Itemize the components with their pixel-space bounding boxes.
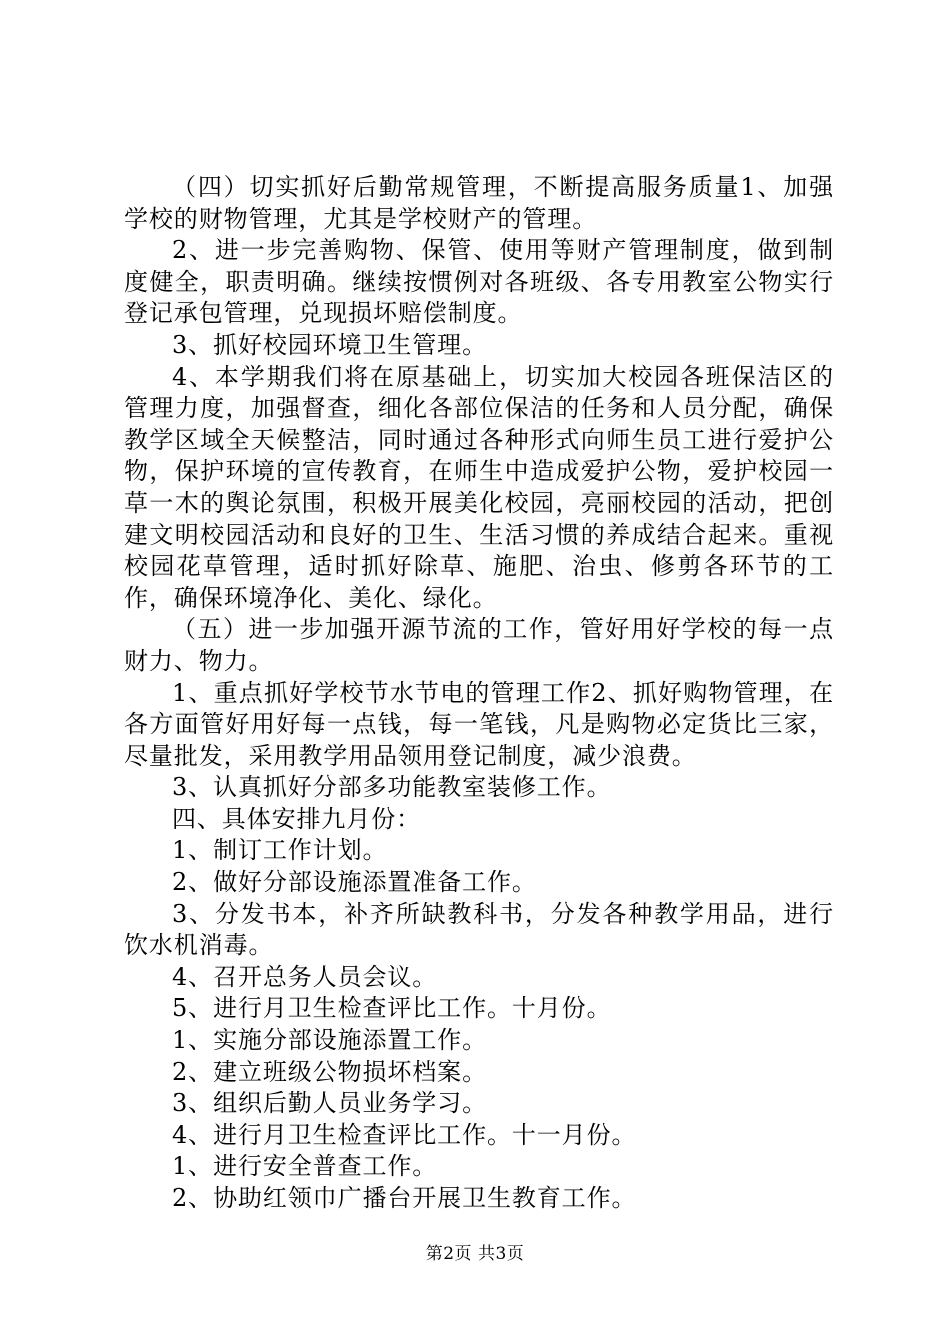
paragraph: 1、制订工作计划。 [172, 836, 388, 865]
document-body [124, 172, 834, 1215]
page-number-footer: 第2页 共3页 [425, 1244, 525, 1264]
paragraph: 1、重点抓好学校节水节电的管理工作2、抓好购物管理，在各方面管好用好每一点钱，每一笔钱，凡是购物必定货比三家，尽量批发，采用教学用品领用登记制度，减少浪费。 [124, 678, 834, 770]
paragraph: 2、进一步完善购物、保管、使用等财产管理制度，做到制度健全，职责明确。继续按惯例对各班级、各专用教室公物实行登记承包管理，兑现损坏赔偿制度。 [124, 236, 834, 328]
paragraph: 4、进行月卫生检查评比工作。十一月份。 [172, 1120, 637, 1149]
paragraph-schedule-heading: 四、具体安排九月份： [172, 804, 421, 833]
paragraph: 1、实施分部设施添置工作。 [172, 1026, 487, 1055]
paragraph: 2、协助红领巾广播台开展卫生教育工作。 [172, 1184, 637, 1212]
paragraph: 1、进行安全普查工作。 [172, 1152, 438, 1181]
paragraph: 4、召开总务人员会议。 [172, 962, 438, 991]
paragraph: 4、本学期我们将在原基础上，切实加大校园各班保洁区的管理力度，加强督查，细化各部位保洁的任务和人员分配，确保教学区域全天候整洁，同时通过各种形式向师生员工进行爱护公物，保护环境的宣传教育，在师生中造成爱护公物，爱护校园一草一木的舆论氛围，积极开展美化校园，亮丽校园的活动，把创建文明校园活动和良好的卫生、生活习惯的养成结合起来。重视校园花草管理，适时抓好除草、施肥、治虫、修剪各环节的工作，确保环境净化、美化、绿化。 [124, 362, 834, 612]
paragraph: 3、组织后勤人员业务学习。 [172, 1089, 487, 1118]
paragraph: 3、认真抓好分部多功能教室装修工作。 [172, 773, 612, 802]
paragraph-section-5-heading: （五）进一步加强开源节流的工作，管好用好学校的每一点财力、物力。 [124, 615, 834, 675]
paragraph: 5、进行月卫生检查评比工作。十月份。 [172, 994, 612, 1023]
paragraph: 3、抓好校园环境卫生管理。 [172, 330, 487, 359]
paragraph: 2、建立班级公物损坏档案。 [172, 1057, 487, 1086]
paragraph: 3、分发书本，补齐所缺教科书，分发各种教学用品，进行饮水机消毒。 [124, 899, 834, 960]
paragraph-section-4-heading: （四）切实抓好后勤常规管理，不断提高服务质量1、加强学校的财物管理，尤其是学校财产的管理。 [124, 173, 834, 233]
paragraph: 2、做好分部设施添置准备工作。 [172, 868, 537, 897]
